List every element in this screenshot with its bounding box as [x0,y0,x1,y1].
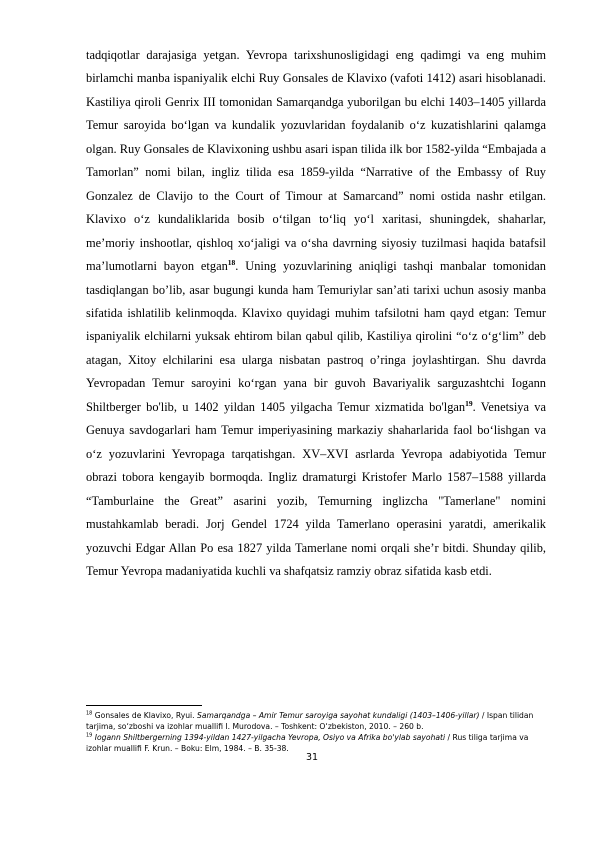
footnote-divider [86,705,202,706]
footnote-18 [86,710,546,732]
footnote-title: Iogann Shiltbergerning 1394-yildan 1427-yilgacha Yevropa, Osiyo va Afrika bo'ylab sayohati [94,733,446,742]
footnote-ref-19[interactable]: 19 [465,398,473,408]
footnote-ref-18[interactable]: 18 [227,257,236,267]
body-text-part-2: . Uning yozuvlarining aniqligi tashqi manbalar tomonidan tasdiqlangan bo’lib, asar bugungi kunda ham Temuriylar san’ati tarixi uchun asosiy manba sifatida ishlatilib kelinmoqda. Klavixo quyidagi muhim tafsilotni ham qayd etgan: Temur ispaniyalik elchilarni yuksak ehtirom bilan qabul qilib, Kastiliya qirolini “o‘z o‘g‘lim” deb atagan, Xitoy elchilarini esa ularga nisbatan pastroq o’ringa joylashtirgan. Shu davrda Yevropadan Temur saroyini ko‘rgan yana bir guvoh Bavariyalik sarguzashtchi Iogann Shiltberger bo'lib, u 1402 yildan 1405 yilgacha Temur xizmatida bo'lgan [86,259,546,414]
footnote-details: / Rus tiliga tarjima va izohlar muallifi F. Krun. – Boku: Elm, 1984. – B. 35-38. [86,733,529,753]
footnote-author: Gonsales de Klavixo, Ryui. [92,711,197,720]
footnote-title: Samarqandga – Amir Temur saroyiga sayohat kundaligi (1403–1406-yillar) [197,711,480,720]
footnote-number: 18 [86,710,93,717]
footnote-19 [86,732,546,754]
body-text-part-3: . Venetsiya va Genuya savdogarlari ham Temur imperiyasining markaziy shaharlarida faol bo‘lishgan va o‘z yozuvlarini Yevropaga tarqatishgan. XV–XVI asrlarda Yevropa adabiyotida Temur obrazi tobora kengayib bormoqda. Ingliz dramaturgi Kristofer Marlo 1587–1588 yillarda “Tamburlaine the Great” asarini yozib, Temurning inglizcha "Tamerlane" nomini mustahkamlab beradi. Jorj Gendel 1724 yilda Tamerlano operasini yaratdi, amerikalik yozuvchi Edgar Allan Po esa 1827 yilda Tamerlane nomi orqali she’r bitdi. Shunday qilib, Temur Yevropa madaniyatida kuchli va shafqatsiz ramziy obraz sifatida kasb etdi. [86,399,546,578]
body-text-part-1: tadqiqotlar darajasiga yetgan. Yevropa tarixshunosligidagi eng qadimgi va eng muhim birlamchi manba ispaniyalik elchi Ruy Gonsales de Klavixo (vafoti 1412) asari hisoblanadi. Kastiliya qiroli Genrix III tomonidan Samarqandga yuborilgan bu elchi 1403–1405 yillarda Temur saroyida bo‘lgan va kundalik yozuvlaridan foydalanib o‘z kuzatishlarini qalamga olgan. Ruy Gonsales de Klavixoning ushbu asari ispan tilida ilk bor 1582-yilda “Embajada a Tamorlan” nomi bilan, ingliz tilida esa 1859-yilda “Narrative of the Embassy of Ruy Gonzalez de Clavijo to the Court of Timour at Samarcand” nomi ostida nashr etilgan. Klavixo o‘z kundaliklarida bosib o‘tilgan to‘liq yo‘l xaritasi, shuningdek, shaharlar, me’moriy inshootlar, qishloq xo‘jaligi va o‘sha davrning siyosiy tuzilmasi haqida batafsil ma’lumotlarni bayon etgan [86,48,546,274]
footnote-details: / Ispan tilidan tarjima, so‘zboshi va izohlar muallifi I. Murodova. – Toshkent: O‘zbekiston, 2010. – 260 b. [86,711,534,731]
page-content [86,44,546,583]
page-number: 31 [306,752,319,763]
footnotes [86,710,546,754]
footnote-number: 19 [86,732,93,739]
body-paragraph [86,44,546,583]
